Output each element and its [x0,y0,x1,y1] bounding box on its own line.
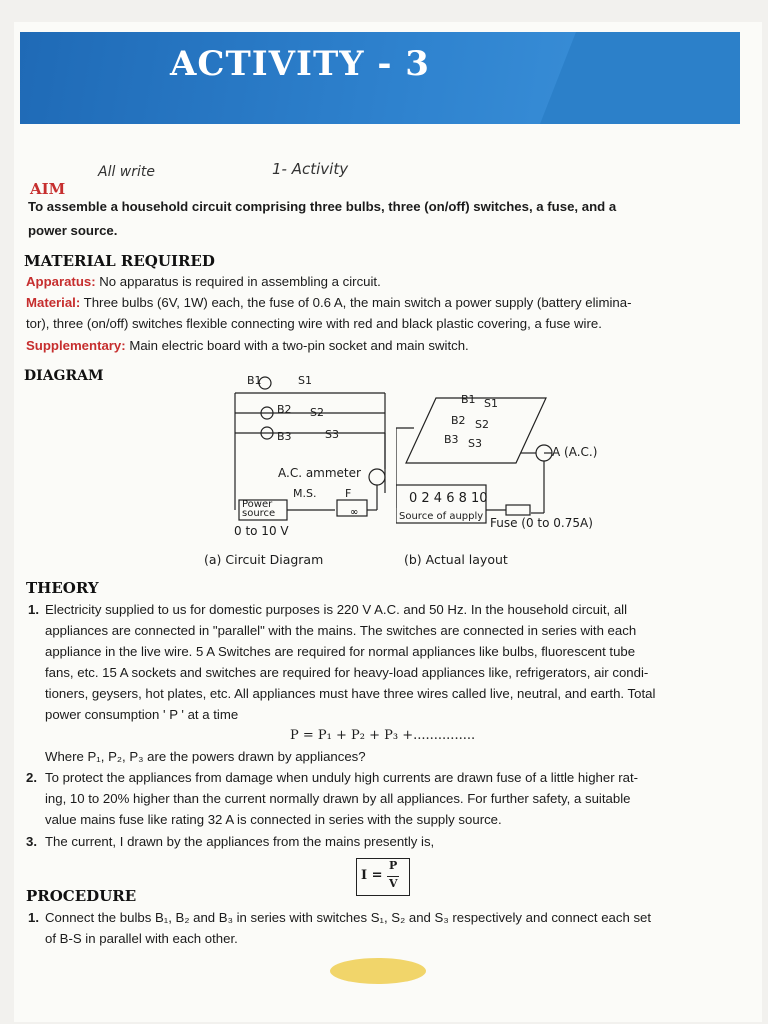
diag-a-s1: S1 [298,374,312,387]
material-heading: MATERIAL REQUIRED [24,252,215,270]
power-formula: P = P₁ + P₂ + P₃ +............... [290,728,476,743]
supplementary-row [26,335,469,356]
diag-a-b1: B1 [247,374,262,387]
diag-b-b2: B2 [451,414,466,427]
diag-a-caption: (a) Circuit Diagram [204,552,324,567]
diag-b-a-label: A (A.C.) [552,445,598,459]
theory-item1-line6: power consumption ' P ' at a time [45,707,239,722]
current-formula-lhs: I = [361,868,383,883]
handwritten-note-left: All write [98,164,156,180]
diag-a-s3: S3 [325,428,339,441]
theory-item1-line2: appliances are connected in "parallel" with the mains. The switches are connected in series with each [45,623,637,638]
procedure-item1-num: 1. [28,910,39,925]
diag-a-ms: M.S. [293,487,317,500]
theory-item3-num: 3. [26,834,37,849]
diag-a-b2: B2 [277,403,292,416]
theory-heading: THEORY [26,579,99,597]
current-formula-numerator: P [389,859,398,872]
diag-b-b3: B3 [444,433,459,446]
apparatus-text: No apparatus is required in assembling a circuit. [99,274,381,289]
svg-text:∞: ∞ [350,507,359,518]
apparatus-label: Apparatus: [26,274,96,289]
theory-item1-line4: fans, etc. 15 A sockets and switches are required for heavy-load appliances like, refrigerators, air condi- [45,665,649,680]
diag-b-s2: S2 [475,418,489,431]
diag-b-s1: S1 [484,397,498,410]
diag-a-s2: S2 [310,406,324,419]
material-text-line1: Three bulbs (6V, 1W) each, the fuse of 0.6 A, the main switch a power supply (battery elimina- [83,295,632,310]
material-text-line2: tor), three (on/off) switches flexible connecting wire with red and black plastic covering, a fuse wire. [26,316,602,331]
theory-item2-line2: ing, 10 to 20% higher than the current normally drawn by all appliances. For further safety, a suitable [45,791,631,806]
procedure-item1-line1: Connect the bulbs B₁, B₂ and B₃ in series with switches S₁, S₂ and S₃ respectively and connect each set [45,910,652,925]
theory-item1-line3: appliance in the live wire. 5 A Switches are required for normal appliances like bulbs, fluorescent tube [45,644,636,659]
diag-a-b3: B3 [277,430,292,443]
theory-where: Where P₁, P₂, P₃ are the powers drawn by appliances? [45,749,366,764]
diag-a-ammeter: A.C. ammeter [278,466,361,480]
supplementary-label: Supplementary: [26,338,126,353]
current-formula-denominator: V [389,877,398,890]
diag-b-dial: 0 2 4 6 8 10 [409,491,488,506]
material-row [26,292,631,313]
material-label: Material: [26,295,81,310]
page-title: ACTIVITY - 3 [170,44,430,84]
theory-item2-line3: value mains fuse like rating 32 A is connected in series with the supply source. [45,812,502,827]
theory-item1-num: 1. [28,602,39,617]
procedure-item1-line2: of B-S in parallel with each other. [45,931,238,946]
diag-a-f: F [345,487,352,500]
supplementary-text: Main electric board with a two-pin socket and main switch. [129,338,469,353]
procedure-heading: PROCEDURE [26,887,137,905]
diagram-heading: DIAGRAM [24,368,104,384]
theory-item1-line1: Electricity supplied to us for domestic purposes is 220 V A.C. and 50 Hz. In the household circuit, all [45,602,628,617]
diag-a-range: 0 to 10 V [234,524,289,538]
theory-item3-line: The current, I drawn by the appliances from the mains presently is, [45,834,435,849]
aim-heading: AIM [30,180,66,198]
theory-item2-line1: To protect the appliances from damage when unduly high currents are drawn fuse of a little higher rat- [45,770,639,785]
diag-b-supply: Source of aupply [399,511,484,522]
decorative-page-tab [330,958,426,984]
diag-b-b1: B1 [461,393,476,406]
aim-text-line2: power source. [28,223,118,238]
handwritten-note-right: 1- Activity [272,160,349,178]
diag-a-power: Power [242,499,273,510]
theory-item1-line5: tioners, geysers, hot plates, etc. All appliances must have three wires called live, neutral, and earth. Total [45,686,656,701]
theory-item2-num: 2. [26,770,37,785]
diag-b-fuse: Fuse (0 to 0.75A) [490,516,593,530]
diag-b-caption: (b) Actual layout [404,552,508,567]
apparatus-row [26,271,381,292]
diag-a-source: source [242,508,276,519]
current-formula-box [356,858,410,896]
diag-b-s3: S3 [468,437,482,450]
aim-text-line1: To assemble a household circuit comprising three bulbs, three (on/off) switches, a fuse, and a [28,199,617,214]
